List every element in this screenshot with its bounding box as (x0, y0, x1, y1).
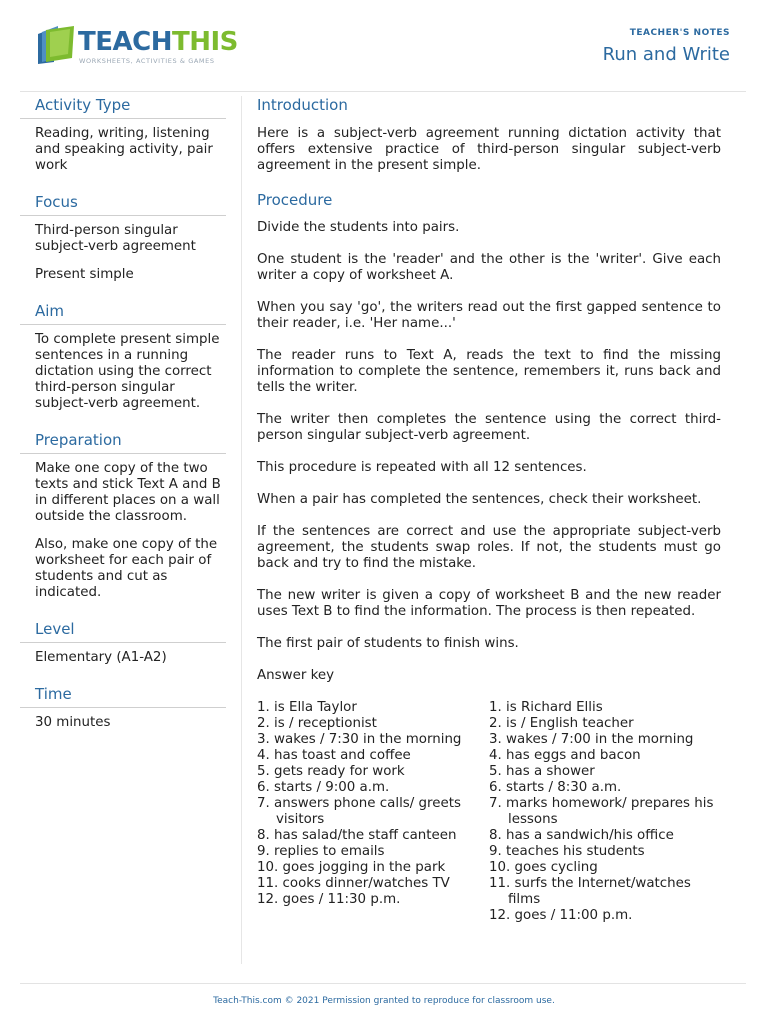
procedure-step: Divide the students into pairs. (257, 220, 460, 235)
preparation-heading: Preparation (20, 430, 226, 454)
level-section (20, 619, 226, 666)
activity-type-heading: Activity Type (20, 95, 226, 119)
introduction-heading: Introduction (257, 96, 348, 114)
answer-item: 11. cooks dinner/watches TV (257, 876, 450, 891)
aim-section (20, 301, 226, 412)
answer-item: 5. has a shower (489, 764, 595, 779)
answer-item: 9. teaches his students (489, 844, 645, 859)
focus-section (20, 192, 226, 283)
answer-item: 4. has eggs and bacon (489, 748, 641, 763)
procedure-step: When a pair has completed the sentences, check their worksheet. (257, 492, 702, 507)
preparation-text-2: Also, make one copy of the worksheet for each pair of students and cut as indicated. (35, 537, 218, 600)
answer-item: 6. starts / 9:00 a.m. (257, 780, 390, 795)
answer-item: 7. answers phone calls/ greets visitors (257, 796, 461, 827)
time-text: 30 minutes (35, 715, 111, 730)
header-divider (20, 91, 746, 92)
answer-item: 12. goes / 11:00 p.m. (489, 908, 633, 923)
activity-type-text: Reading, writing, listening and speaking activity, pair work (35, 126, 213, 173)
sidebar (20, 95, 226, 749)
answer-item: 3. wakes / 7:00 in the morning (489, 732, 694, 747)
procedure-step: The first pair of students to finish wins. (257, 636, 519, 651)
answer-item: 11. surfs the Internet/watches films (489, 876, 691, 907)
logo-tagline: WORKSHEETS, ACTIVITIES & GAMES (79, 57, 215, 65)
procedure-step: When you say 'go', the writers read out the first gapped sentence to their reader, i.e. 'Her name...' (257, 300, 721, 331)
footer-divider (20, 983, 746, 984)
main-content (257, 95, 721, 924)
answer-item: 12. goes / 11:30 p.m. (257, 892, 401, 907)
procedure-step: The writer then completes the sentence using the correct third-person singular subject-verb agreement. (257, 412, 721, 443)
answer-key (257, 700, 721, 924)
answer-column-a (257, 700, 489, 924)
aim-text: To complete present simple sentences in a running dictation using the correct third-person singular subject-verb agreement. (35, 332, 220, 411)
answer-item: 9. replies to emails (257, 844, 385, 859)
level-text: Elementary (A1-A2) (35, 650, 167, 665)
answer-item: 3. wakes / 7:30 in the morning (257, 732, 462, 747)
footer-copyright: Teach-This.com © 2021 Permission granted to reproduce for classroom use. (213, 996, 555, 1006)
column-divider (241, 96, 242, 964)
logo[interactable] (36, 24, 236, 70)
logo-wordmark (78, 25, 238, 59)
procedure-step: If the sentences are correct and use the appropriate subject-verb agreement, the students swap roles. If not, the students must go back and try to find the mistake. (257, 524, 721, 571)
answer-item: 2. is / receptionist (257, 716, 377, 731)
aim-heading: Aim (20, 301, 226, 325)
level-heading: Level (20, 619, 226, 643)
time-section (20, 684, 226, 731)
procedure-step: The reader runs to Text A, reads the text to find the missing information to complete the sentence, remembers it, runs back and tells the writer. (257, 348, 721, 395)
preparation-section (20, 430, 226, 601)
procedure-step: This procedure is repeated with all 12 sentences. (257, 460, 587, 475)
answer-item: 8. has a sandwich/his office (489, 828, 674, 843)
answer-item: 1. is Richard Ellis (489, 700, 603, 715)
procedure-heading: Procedure (257, 191, 333, 209)
answer-item: 1. is Ella Taylor (257, 700, 357, 715)
time-heading: Time (20, 684, 226, 708)
answer-key-label: Answer key (257, 668, 335, 683)
focus-text-2: Present simple (35, 267, 134, 282)
activity-type-section (20, 95, 226, 174)
teachers-notes-label: TEACHER'S NOTES (629, 28, 730, 38)
answer-item: 10. goes cycling (489, 860, 598, 875)
preparation-text-1: Make one copy of the two texts and stick Text A and B in different places on a wall outside the classroom. (35, 461, 221, 524)
answer-item: 6. starts / 8:30 a.m. (489, 780, 622, 795)
answer-item: 5. gets ready for work (257, 764, 405, 779)
procedure-step: One student is the 'reader' and the other is the 'writer'. Give each writer a copy of worksheet A. (257, 252, 721, 283)
logo-word-this: THIS (171, 27, 238, 57)
book-icon (36, 24, 76, 66)
page-title: Run and Write (602, 44, 730, 65)
answer-item: 10. goes jogging in the park (257, 860, 446, 875)
answer-item: 2. is / English teacher (489, 716, 634, 731)
answer-column-b (489, 700, 721, 924)
answer-item: 4. has toast and coffee (257, 748, 411, 763)
answer-item: 8. has salad/the staff canteen (257, 828, 457, 843)
focus-heading: Focus (20, 192, 226, 216)
focus-text-1: Third-person singular subject-verb agreement (35, 223, 196, 254)
answer-item: 7. marks homework/ prepares his lessons (489, 796, 714, 827)
introduction-text: Here is a subject-verb agreement running dictation activity that offers extensive practice of third-person singular subject-verb agreement in the present simple. (257, 126, 721, 173)
logo-word-teach: TEACH (78, 27, 172, 57)
procedure-step: The new writer is given a copy of worksheet B and the new reader uses Text B to find the information. The process is then repeated. (257, 588, 721, 619)
